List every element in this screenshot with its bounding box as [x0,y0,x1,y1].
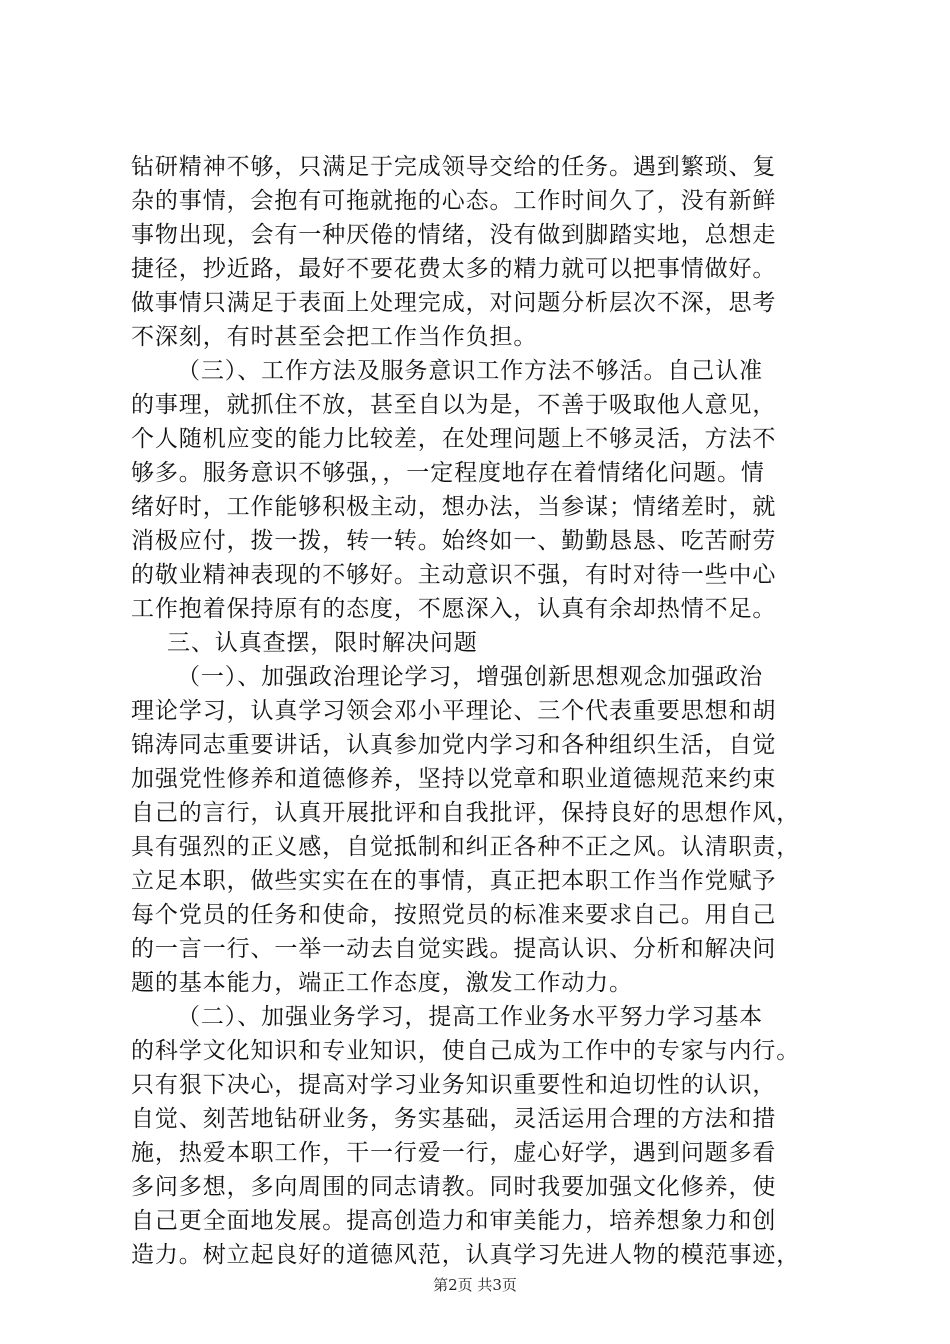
text-line: 具有强烈的正义感，自觉抵制和纠正各种不正之风。认清职责， [131,834,801,860]
text-line: 的事理，就抓住不放，甚至自以为是，不善于吸取他人意见， [131,392,777,418]
text-line: 加强党性修养和道德修养，坚持以党章和职业道德规范来约束 [131,766,777,792]
text-line: 够多。服务意识不够强，，一定程度地存在着情绪化问题。情 [131,460,765,486]
text-line: 绪好时，工作能够积极主动，想办法，当参谋；情绪差时，就 [131,494,777,520]
text-line: 自觉、刻苦地钻研业务，务实基础，灵活运用合理的方法和措 [131,1106,777,1132]
text-line: 自己的言行，认真开展批评和自我批评，保持良好的思想作风， [131,800,801,826]
text-line: 个人随机应变的能力比较差，在处理问题上不够灵活，方法不 [131,426,777,452]
text-line: 的敬业精神表现的不够好。主动意识不强，有时对待一些中心 [131,562,777,588]
document-body [131,150,831,1272]
text-line: 事物出现，会有一种厌倦的情绪，没有做到脚踏实地，总想走 [131,222,777,248]
text-line: 理论学习，认真学习领会邓小平理论、三个代表重要思想和胡 [131,698,777,724]
text-line: 立足本职，做些实实在在的事情，真正把本职工作当作党赋予 [131,868,777,894]
text-line: 捷径，抄近路，最好不要花费太多的精力就可以把事情做好。 [131,256,777,282]
text-line: 锦涛同志重要讲话，认真参加党内学习和各种组织生活，自觉 [131,732,777,758]
page-number-footer: 第2页 共3页 [433,1276,517,1294]
text-line: 的科学文化知识和专业知识，使自己成为工作中的专家与内行。 [131,1038,801,1064]
text-line: 钻研精神不够，只满足于完成领导交给的任务。遇到繁琐、复 [131,154,777,180]
text-line: 做事情只满足于表面上处理完成，对问题分析层次不深，思考 [131,290,777,316]
text-line: 自己更全面地发展。提高创造力和审美能力，培养想象力和创 [131,1208,777,1234]
text-line: 只有狠下决心，提高对学习业务知识重要性和迫切性的认识， [131,1072,777,1098]
text-line: 的一言一行、一举一动去自觉实践。提高认识、分析和解决问 [131,936,777,962]
paragraph-start-line: （三）、工作方法及服务意识工作方法不够活。自己认准 [177,358,763,384]
text-line: 杂的事情，会抱有可拖就拖的心态。工作时间久了，没有新鲜 [131,188,777,214]
text-line: 消极应付，拨一拨，转一转。始终如一、勤勤恳恳、吃苦耐劳 [131,528,777,554]
text-line: 不深刻，有时甚至会把工作当作负担。 [131,324,538,350]
section-heading: 三、认真查摆，限时解决问题 [167,630,478,656]
text-line: 施，热爱本职工作，干一行爱一行，虚心好学，遇到问题多看 [131,1140,777,1166]
paragraph-start-line: （一）、加强政治理论学习，增强创新思想观念加强政治 [177,664,763,690]
text-line: 题的基本能力，端正工作态度，激发工作动力。 [131,970,633,996]
text-line: 多问多想，多向周围的同志请教。同时我要加强文化修养，使 [131,1174,777,1200]
paragraph-start-line: （二）、加强业务学习，提高工作业务水平努力学习基本 [177,1004,763,1030]
text-line: 造力。树立起良好的道德风范，认真学习先进人物的模范事迹， [131,1242,801,1268]
text-line: 工作抱着保持原有的态度，不愿深入，认真有余却热情不足。 [131,596,777,622]
text-line: 每个党员的任务和使命，按照党员的标准来要求自己。用自己 [131,902,777,928]
